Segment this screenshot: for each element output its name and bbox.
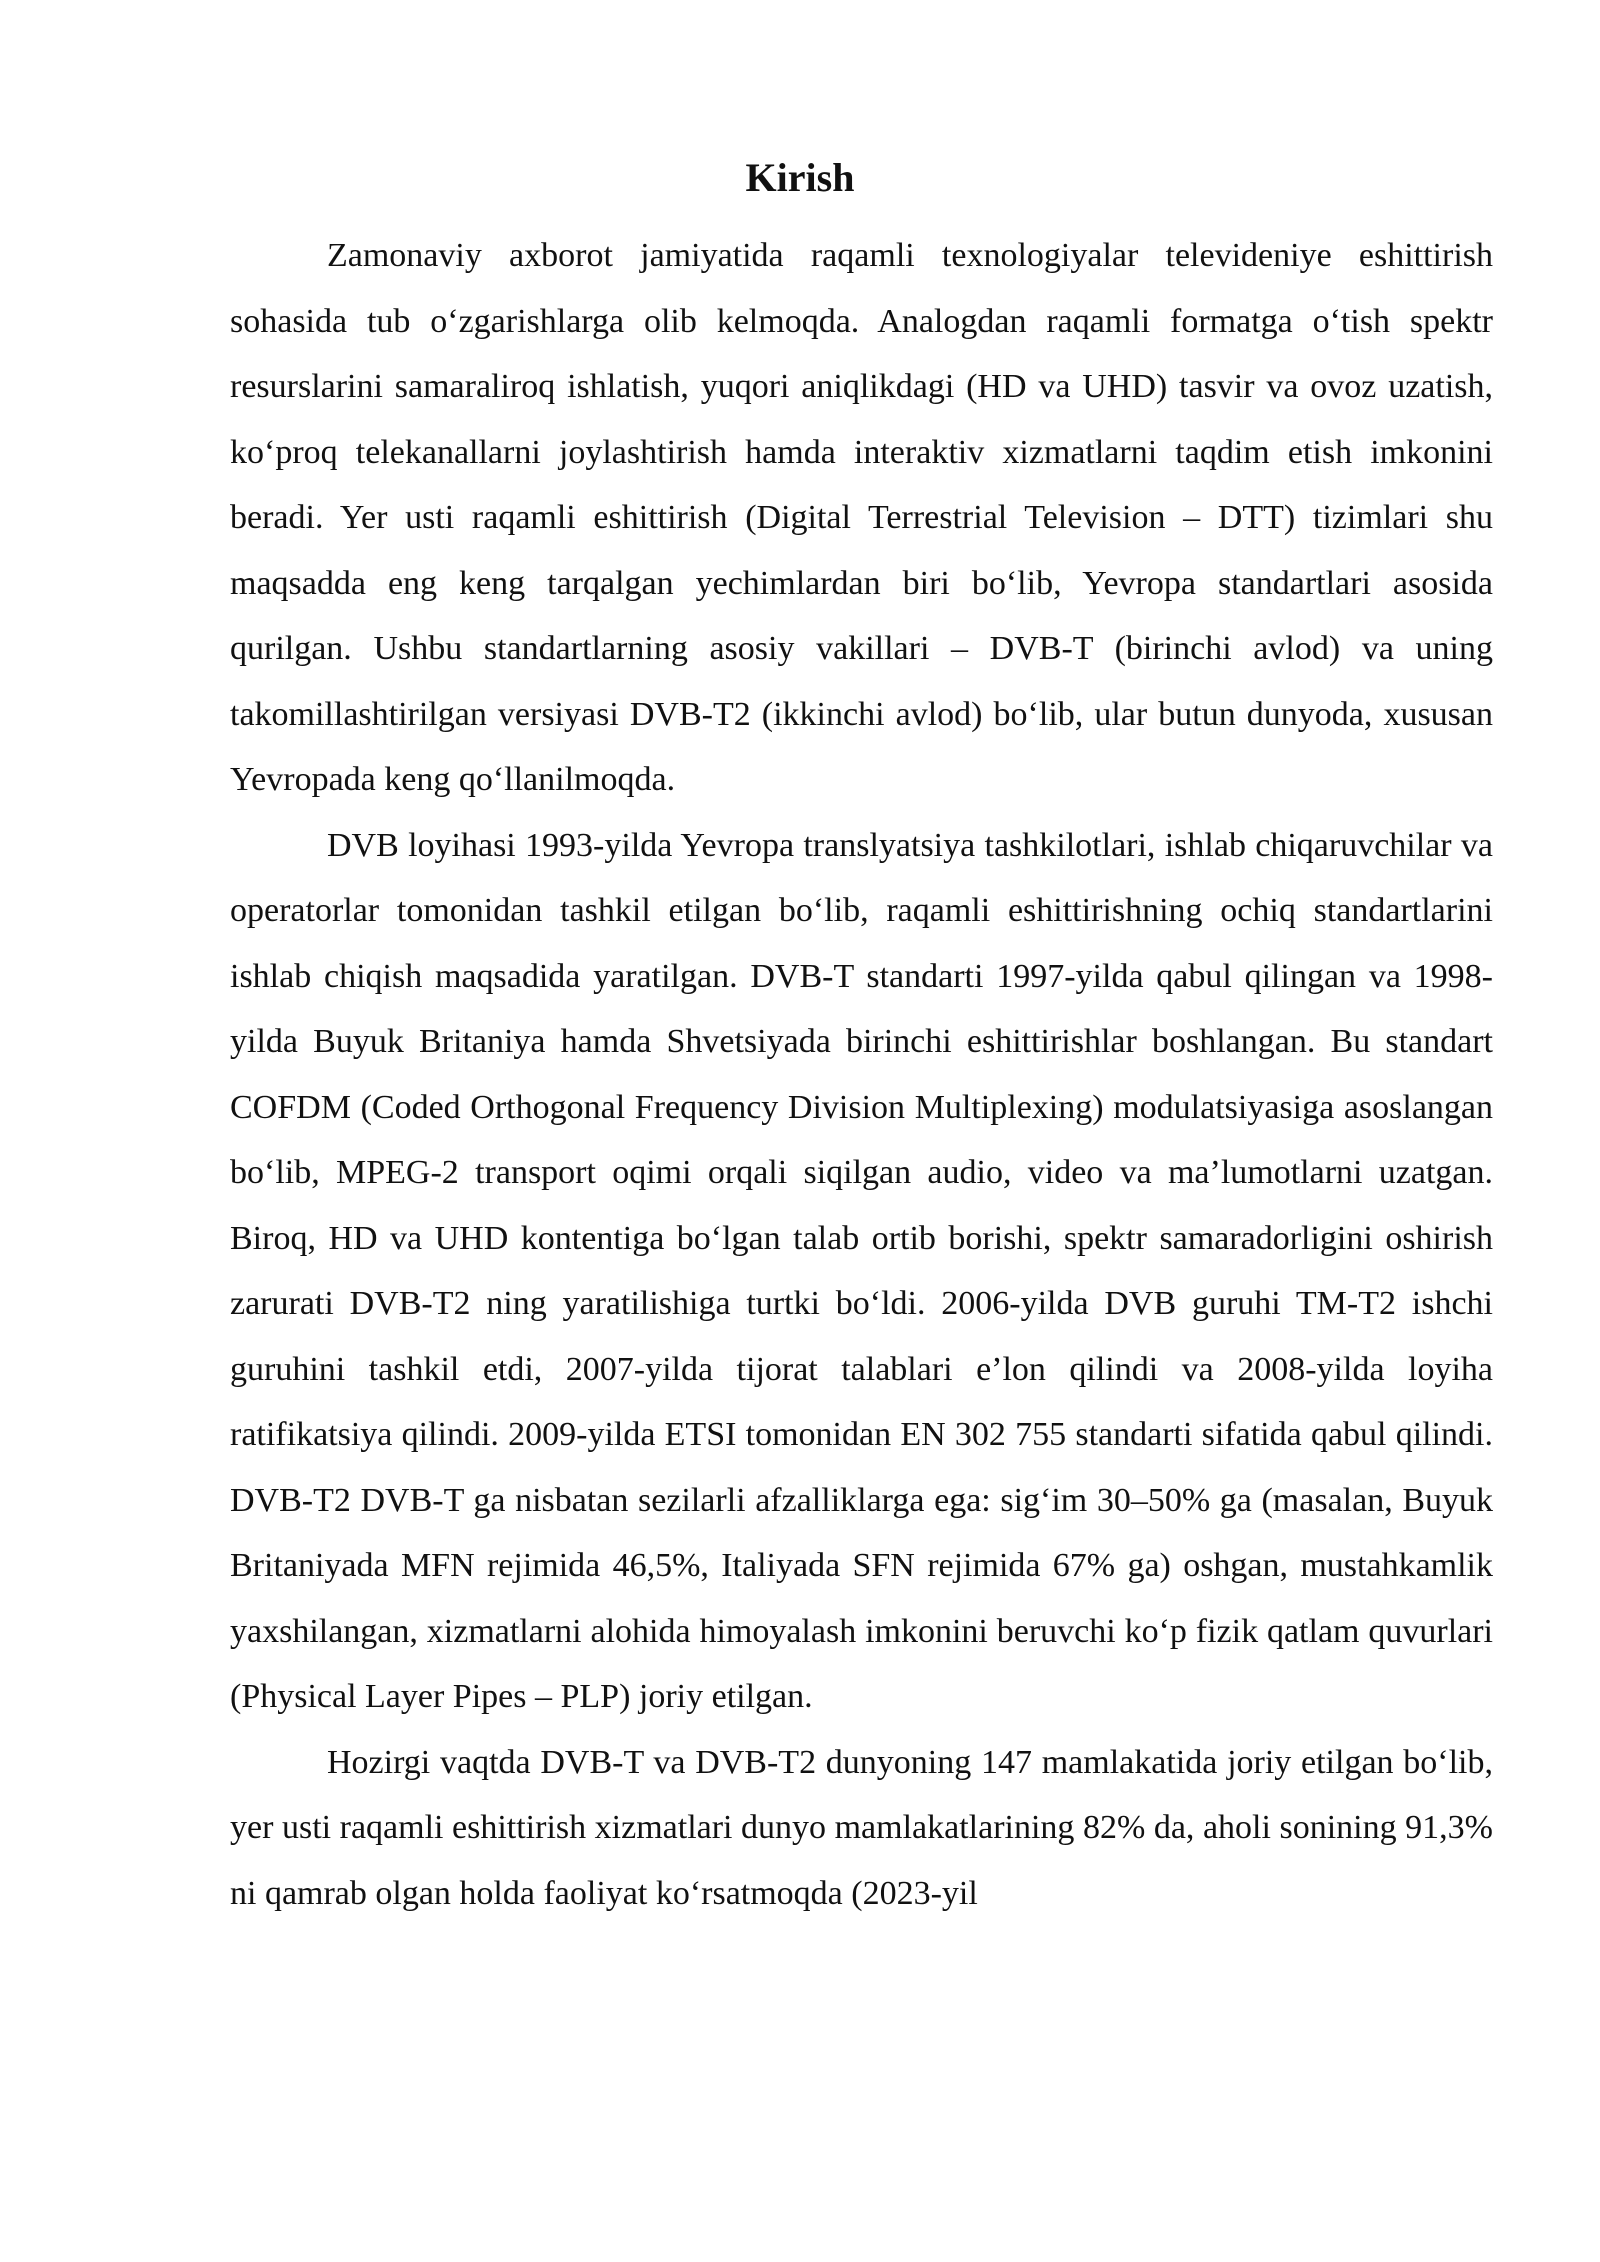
paragraph-current-status: Hozirgi vaqtda DVB-T va DVB-T2 dunyoning 147 mamlakatida joriy etilgan bo‘lib, yer usti raqamli eshittirish xizmatlari dunyo mamlakatlarining 82% da, aholi sonining 91,3% ni qamrab olgan holda faoliyat ko‘rsatmoqda (2023-yil (230, 1743, 1493, 1912)
paragraph-introduction: Zamonaviy axborot jamiyatida raqamli texnologiyalar televideniye eshittirish sohasida tub o‘zgarishlarga olib kelmoqda. Analogdan raqamli formatga o‘tish spektr resurslarini samaraliroq ishlatish, yuqori aniqlikdagi (HD va UHD) tasvir va ovoz uzatish, ko‘proq telekanallarni joylashtirish hamda interaktiv xizmatlarni taqdim etish imkonini beradi. Yer usti raqamli eshittirish (Digital Terrestrial Television – DTT) tizimlari shu maqsadda eng keng tarqalgan yechimlardan biri bo‘lib, Yevropa standartlari asosida qurilgan. Ushbu standartlarning asosiy vakillari – DVB-T (birinchi avlod) va uning takomillashtirilgan versiyasi DVB-T2 (ikkinchi avlod) bo‘lib, ular butun dunyoda, xususan Yevropada keng qo‘llanilmoqda. (230, 237, 1493, 798)
paragraph-dvb-history: DVB loyihasi 1993-yilda Yevropa translyatsiya tashkilotlari, ishlab chiqaruvchilar va operatorlar tomonidan tashkil etilgan bo‘lib, raqamli eshittirishning ochiq standartlarini ishlab chiqish maqsadida yaratilgan. DVB-T standarti 1997-yilda qabul qilingan va 1998-yilda Buyuk Britaniya hamda Shvetsiyada birinchi eshittirishlar boshlangan. Bu standart COFDM (Coded Orthogonal Frequency Division Multiplexing) modulatsiyasiga asoslangan bo‘lib, MPEG-2 transport oqimi orqali siqilgan audio, video va ma’lumotlarni uzatgan. Biroq, HD va UHD kontentiga bo‘lgan talab ortib borishi, spektr samaradorligini oshirish zarurati DVB-T2 ning yaratilishiga turtki bo‘ldi. 2006-yilda DVB guruhi TM-T2 ishchi guruhini tashkil etdi, 2007-yilda tijorat talablari e’lon qilindi va 2008-yilda loyiha ratifikatsiya qilindi. 2009-yilda ETSI tomonidan EN 302 755 standarti sifatida qabul qilindi. DVB-T2 DVB-T ga nisbatan sezilarli afzalliklarga ega: sig‘im 30–50% ga (masalan, Buyuk Britaniyada MFN rejimida 46,5%, Italiyada SFN rejimida 67% ga) oshgan, mustahkamlik yaxshilangan, xizmatlarni alohida himoyalash imkonini beruvchi ko‘p fizik qatlam quvurlari (Physical Layer Pipes – PLP) joriy etilgan. (230, 826, 1493, 1715)
page-title: Kirish (745, 155, 855, 200)
document-body (230, 223, 1493, 1926)
